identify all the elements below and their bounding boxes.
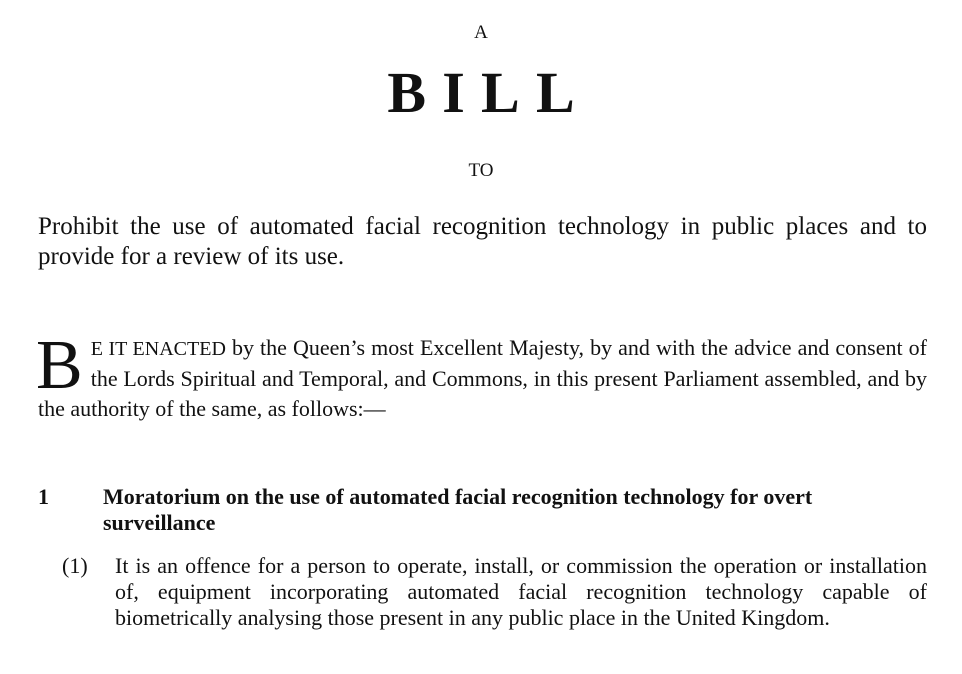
enacting-formula [36,327,927,424]
subsection-text: It is an offence for a person to operate, install, or commission the operation or installation of, equipment incorporating automated facial recognition technology capable of biometrically analysing those present in any public place in the United Kingdom. [115,553,927,630]
bill-title: BILL [387,60,591,125]
long-title: Prohibit the use of automated facial recognition technology in public places and to provide for a review of its use. [38,213,927,270]
clause-heading: Moratorium on the use of automated facial recognition technology for overt surveillance [103,484,813,535]
subsection-number: (1) [62,553,88,578]
enacting-small-caps: E IT ENACTED [90,338,226,360]
enacting-text: by the Queen’s most Excellent Majesty, by and with the advice and consent of the Lords Spiritual and Temporal, and Commons, in this present Parliament assembled, and by the authority of the same, as follows:— [38,335,927,421]
clause-number: 1 [38,484,49,509]
drop-cap: B [36,327,83,404]
bill-to: TO [468,160,494,181]
bill-article: A [474,22,488,43]
